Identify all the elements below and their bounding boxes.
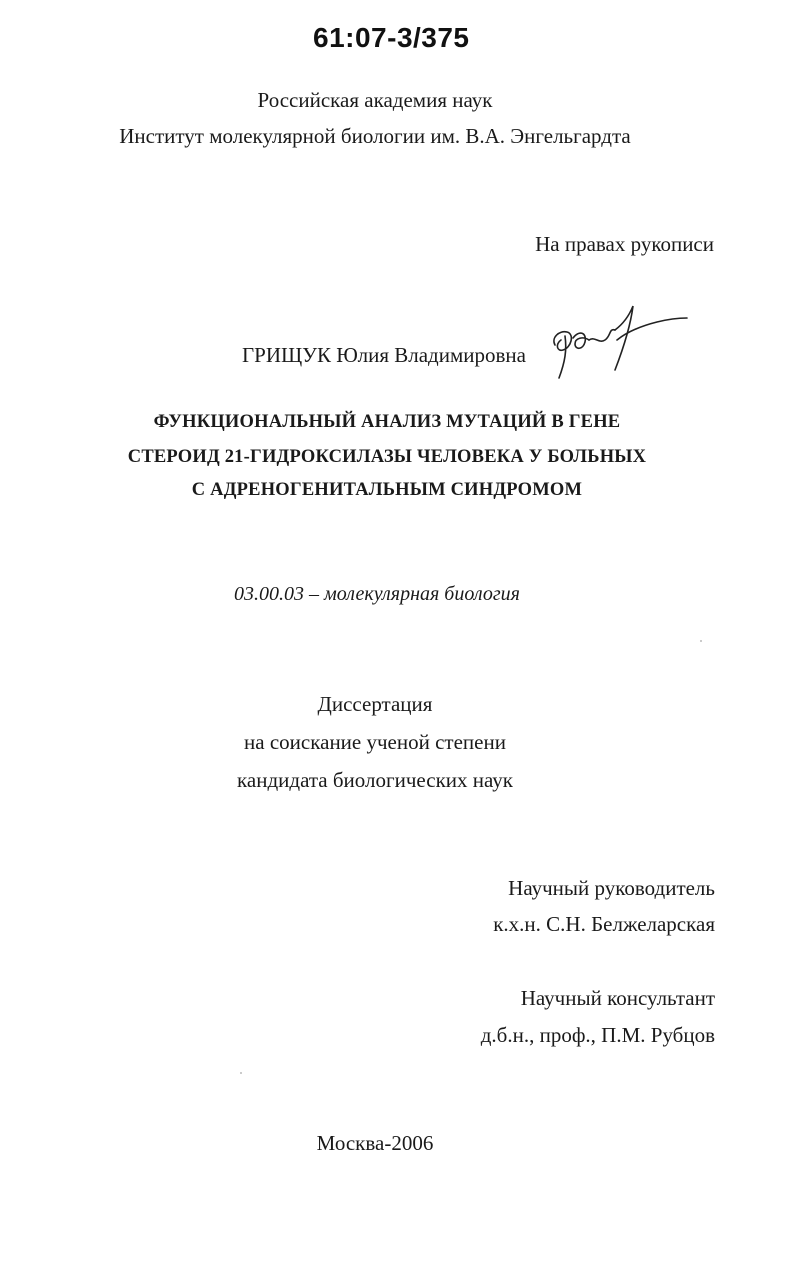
scan-speck (240, 1072, 242, 1074)
specialty-code: 03.00.03 – молекулярная биология (234, 583, 520, 605)
handwritten-signature-icon (545, 300, 695, 385)
degree-purpose: на соискание ученой степени (244, 730, 506, 754)
dissertation-label: Диссертация (317, 692, 433, 716)
library-stamp-number: 61:07-3/375 (313, 22, 470, 53)
degree-name: кандидата биологических наук (237, 768, 513, 792)
author-name: ГРИЩУК Юлия Владимировна (242, 343, 526, 367)
thesis-title-line-3: С АДРЕНОГЕНИТАЛЬНЫМ СИНДРОМОМ (191, 480, 583, 500)
thesis-title-line-1: ФУНКЦИОНАЛЬНЫЙ АНАЛИЗ МУТАЦИЙ В ГЕНЕ (153, 412, 621, 432)
supervisor-label: Научный руководитель (508, 876, 715, 900)
academy-name: Российская академия наук (257, 88, 493, 112)
supervisor-name: к.х.н. С.Н. Белжеларская (493, 912, 715, 936)
consultant-label: Научный консультант (520, 986, 715, 1010)
city-year: Москва-2006 (316, 1131, 434, 1155)
consultant-name: д.б.н., проф., П.М. Рубцов (480, 1023, 715, 1047)
thesis-title-line-2: СТЕРОИД 21-ГИДРОКСИЛАЗЫ ЧЕЛОВЕКА У БОЛЬНЫХ (127, 447, 647, 467)
manuscript-rights-note: На правах рукописи (535, 232, 714, 256)
scan-speck (700, 640, 702, 642)
institute-name: Институт молекулярной биологии им. В.А. Энгельгардта (119, 124, 631, 148)
